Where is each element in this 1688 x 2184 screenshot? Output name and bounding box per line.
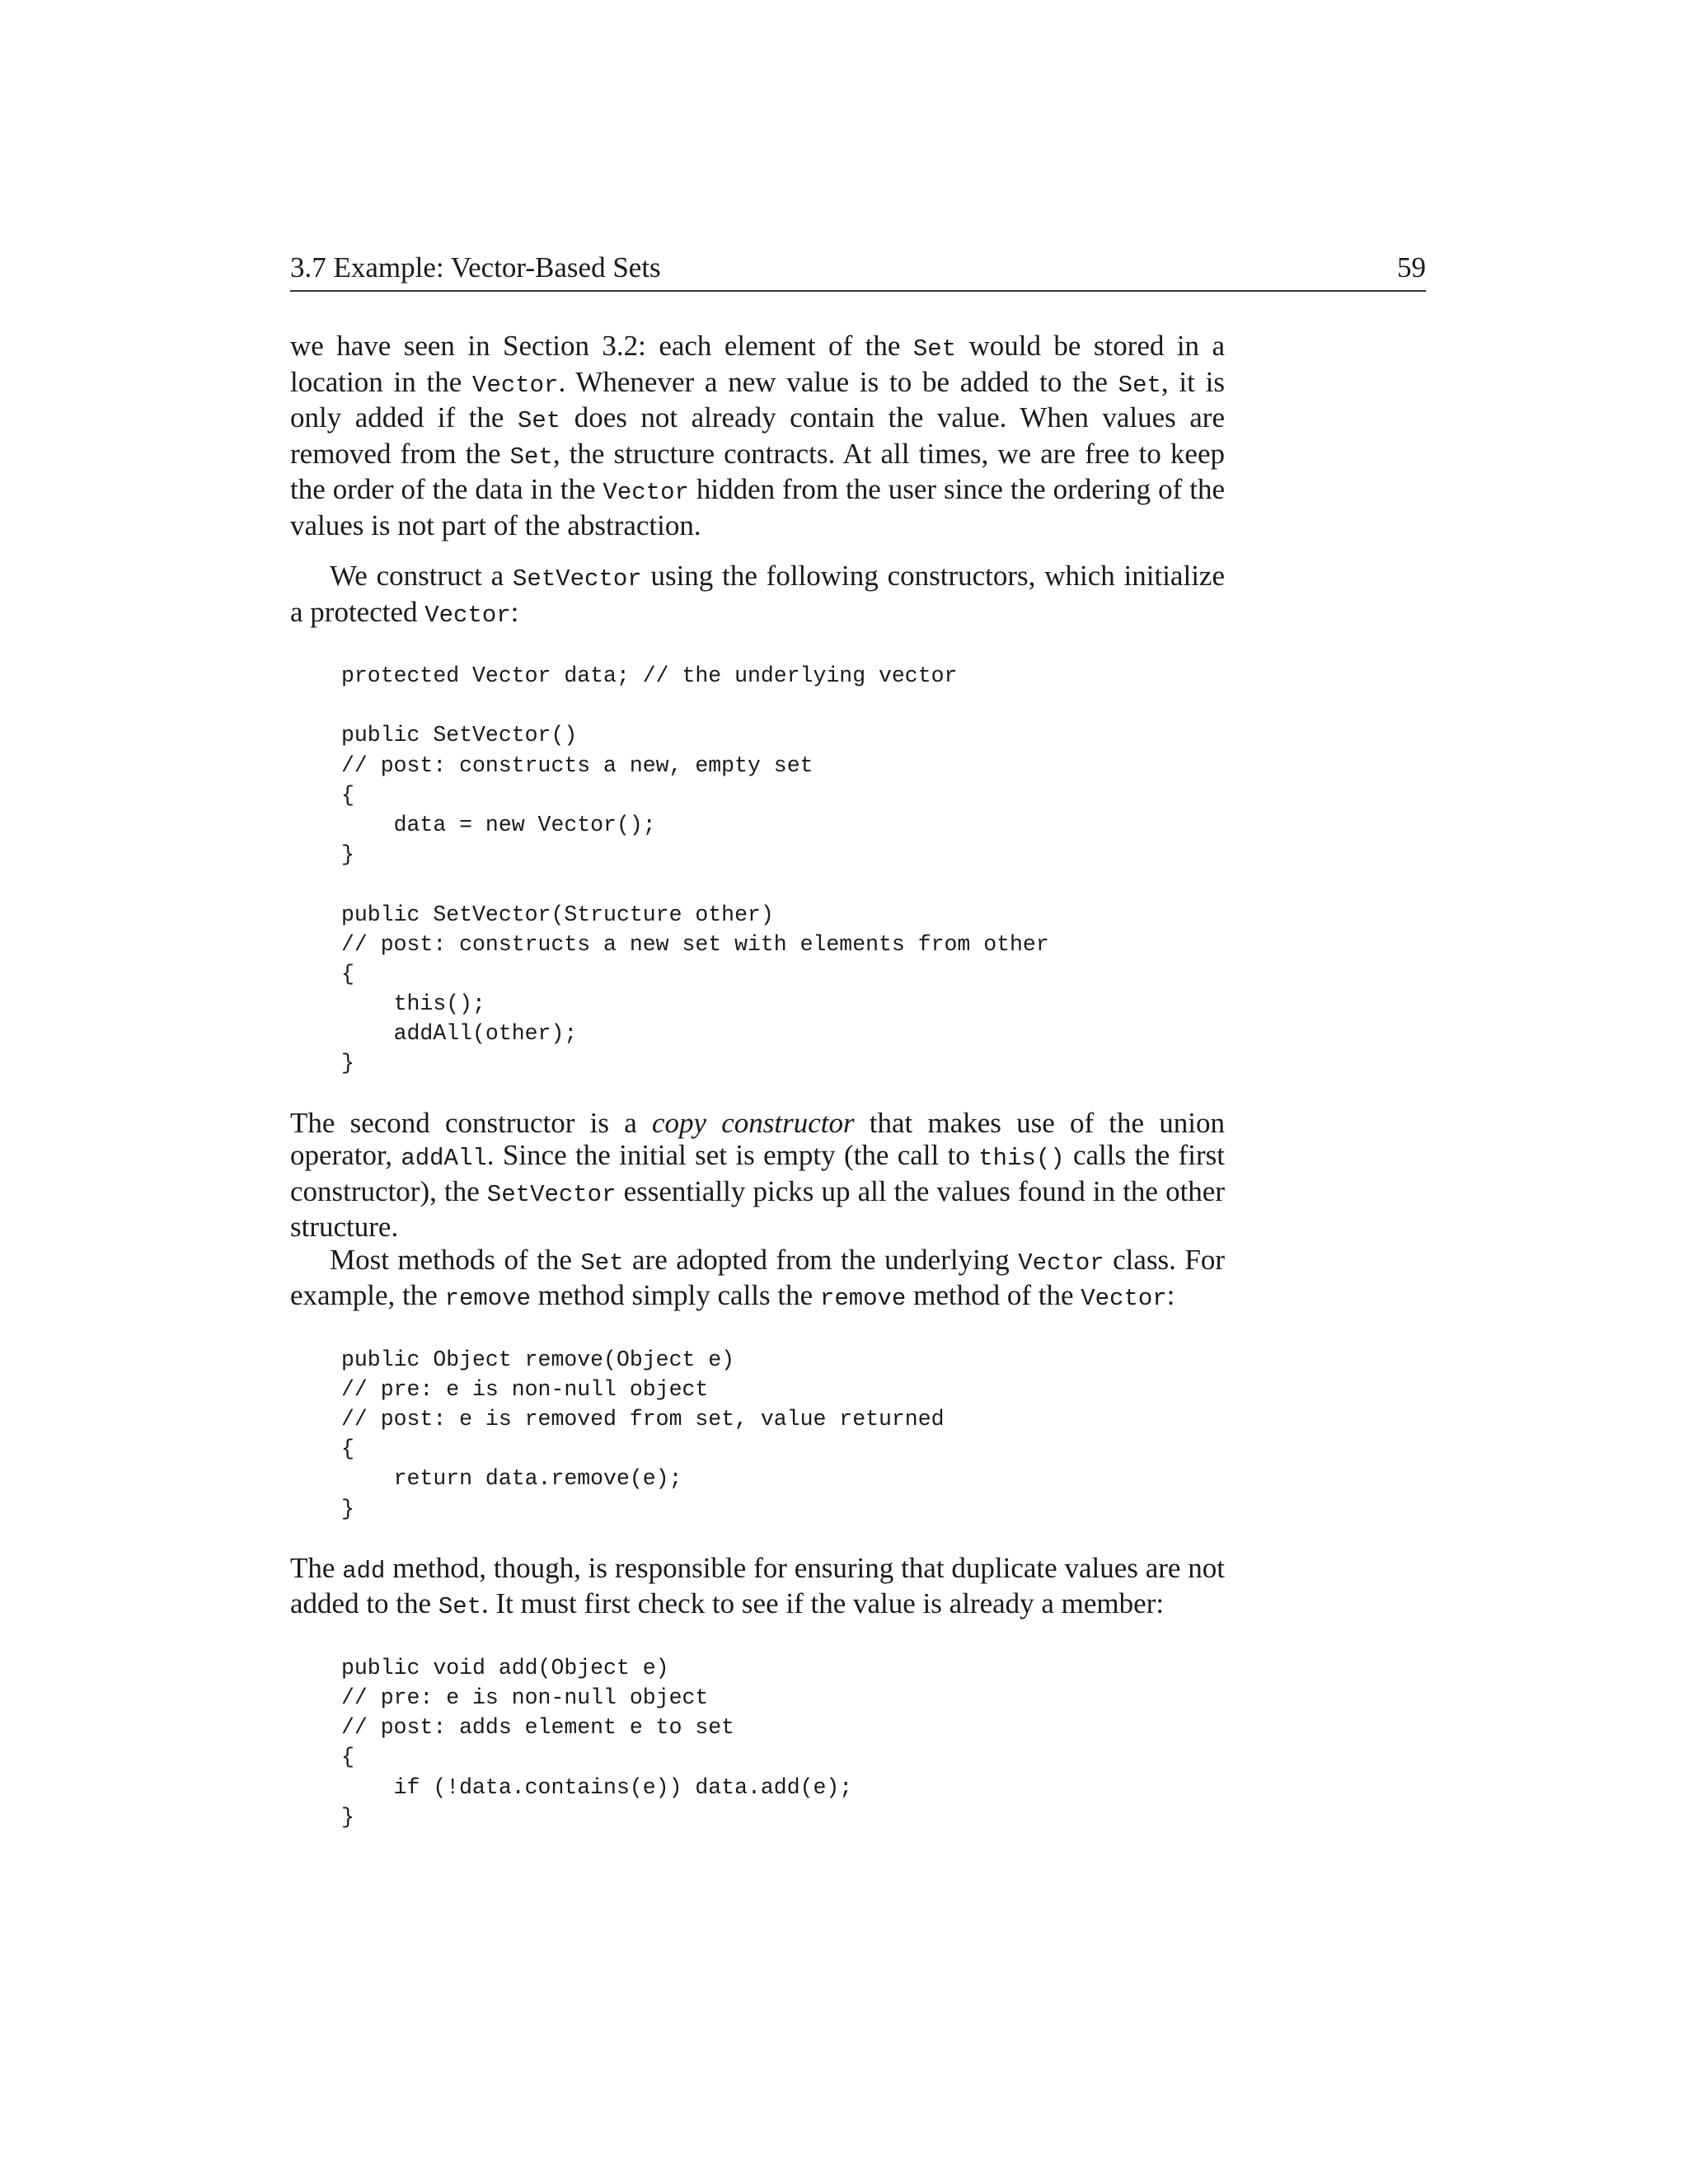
code-line: public Object remove(Object e) [341, 1347, 735, 1372]
paragraph-remove-method: Most methods of the Set are adopted from the underlying Vector class. For example, the remove method simply calls the remove method of the Vector: [290, 1243, 1226, 1313]
code-line: public SetVector(Structure other) [341, 902, 774, 927]
paragraph-copy-constructor: The second constructor is a copy constructor that makes use of the union operator, addAll. Since the initial set is empty (the call to this() calls the first constructor), the SetVector essentially picks up all the values found in the other structure. [290, 1106, 1225, 1244]
code-line: public void add(Object e) [341, 1655, 669, 1680]
page [290, 247, 1426, 1860]
code-line: // post: e is removed from set, value returned [341, 1407, 945, 1432]
code-line: // pre: e is non-null object [341, 1376, 709, 1402]
code-block-remove [341, 1345, 1225, 1524]
code-line: } [341, 842, 354, 868]
code-line: } [341, 1051, 354, 1076]
code-block-constructors [341, 661, 1225, 1079]
code-line: { [341, 961, 354, 987]
code-line: protected Vector data; // the underlying vector [341, 663, 958, 688]
paragraph-add-method: The add method, though, is responsible for ensuring that duplicate values are not added to the Set. It must first check to see if the value is already a member: [290, 1551, 1225, 1621]
paragraph-constructors-intro: We construct a SetVector using the following constructors, which initialize a protected Vector: [290, 560, 1225, 629]
code-line: if (!data.contains(e)) data.add(e); [341, 1774, 853, 1800]
code-line: // post: constructs a new set with elements from other [341, 931, 1049, 957]
code-line: } [341, 1496, 354, 1521]
running-header [290, 247, 1426, 292]
code-line: public SetVector() [341, 723, 578, 748]
page-body [290, 330, 1225, 1832]
code-line: { [341, 1436, 354, 1462]
code-line: { [341, 782, 354, 808]
code-line: } [341, 1804, 354, 1830]
code-line: return data.remove(e); [341, 1466, 682, 1492]
code-line: // pre: e is non-null object [341, 1685, 709, 1710]
code-line: { [341, 1745, 354, 1770]
section-title: 3.7 Example: Vector-Based Sets [290, 251, 661, 284]
code-line: addAll(other); [341, 1021, 578, 1047]
paragraph-set-storage: we have seen in Section 3.2: each element of the Set would be stored in a location in the Vector. Whenever a new value is to be added to the Set, it is only added if the Set does not already contain the value. When values are removed from the Set, the structure contracts. At all times, we are free to keep the order of the data in the Vector hidden from the user since the ordering of the values is not part of the abstraction. [290, 330, 1226, 541]
code-line: this(); [341, 991, 485, 1017]
code-line [341, 869, 1225, 899]
code-line: // post: constructs a new, empty set [341, 752, 814, 778]
code-line: data = new Vector(); [341, 812, 656, 837]
code-block-add [341, 1653, 1225, 1832]
code-line: // post: adds element e to set [341, 1715, 735, 1741]
page-number: 59 [1397, 251, 1426, 284]
code-line [341, 691, 1225, 720]
